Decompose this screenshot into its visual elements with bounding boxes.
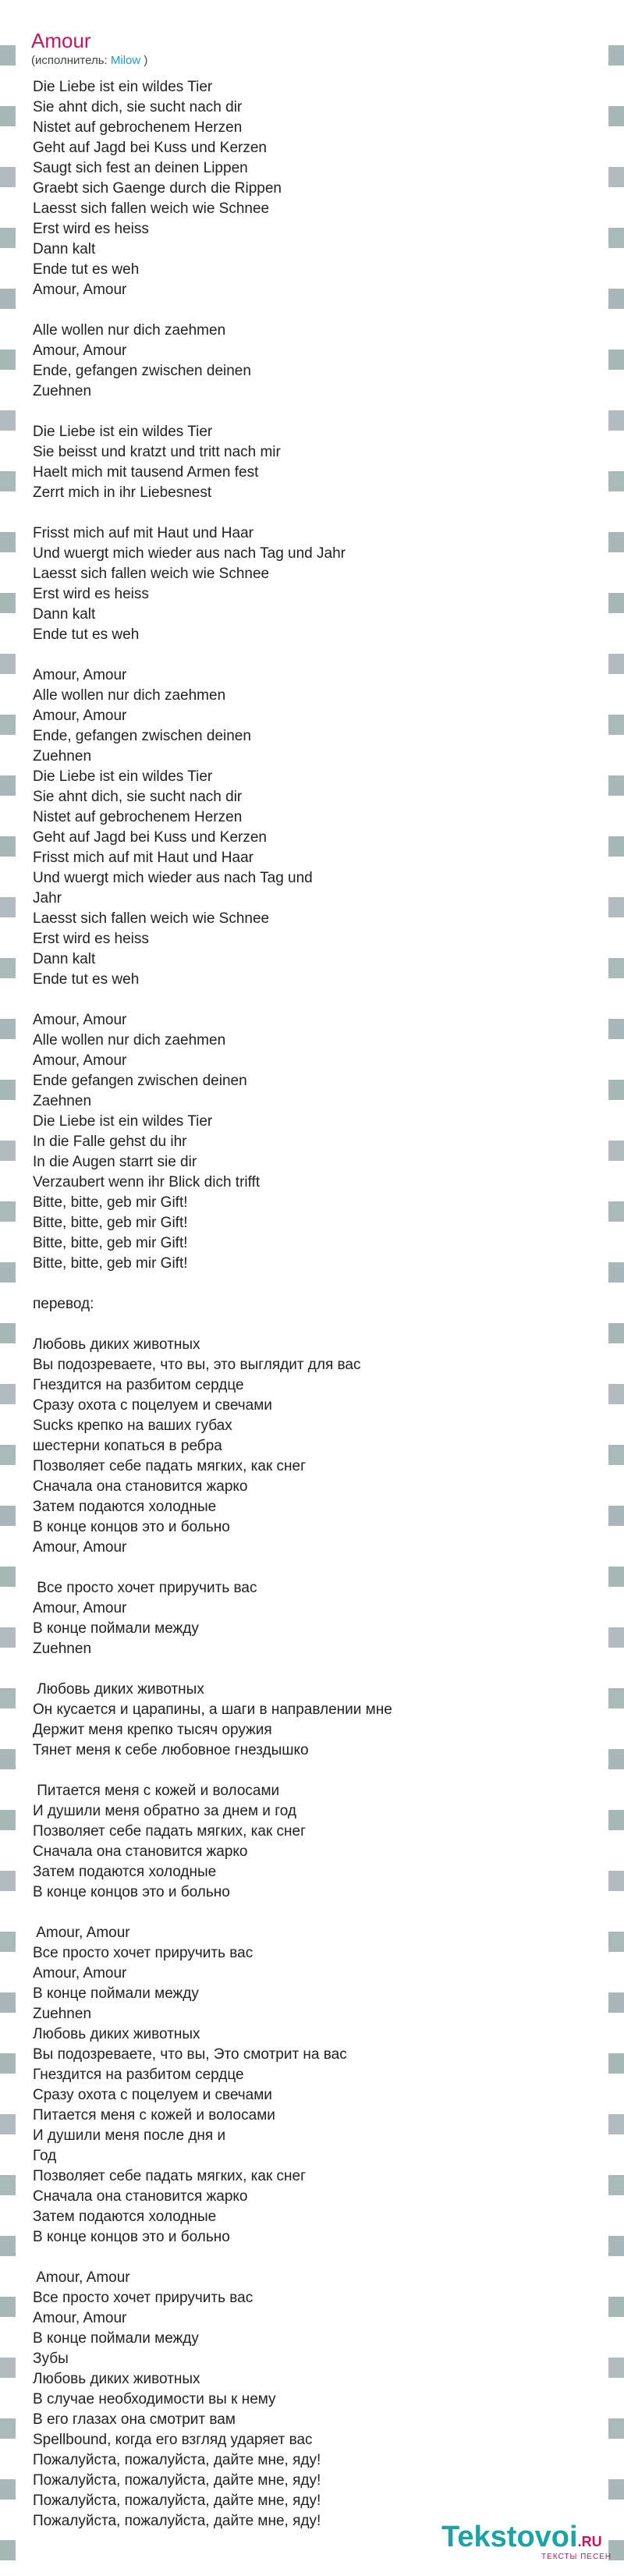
lyric-line: И душили меня после дня и xyxy=(33,2127,226,2144)
lyric-line: Все просто хочет приручить вас xyxy=(33,1945,254,1961)
lyric-line xyxy=(33,503,579,523)
lyric-line: Die Liebe ist ein wildes Tier xyxy=(33,768,213,785)
lyric-line: Ende gefangen zwischen deinen xyxy=(33,1073,247,1089)
lyric-line: В конце поймали между xyxy=(33,2330,199,2347)
lyric-line: Frisst mich auf mit Haut und Haar xyxy=(33,525,254,541)
lyric-line: Frisst mich auf mit Haut und Haar xyxy=(33,850,254,866)
lyric-line: Alle wollen nur dich zaehmen xyxy=(33,1032,226,1048)
lyric-line: Zuehnen xyxy=(33,1641,92,1657)
logo-name: Tekstovoi xyxy=(441,2521,578,2553)
lyric-line: Bitte, bitte, geb mir Gift! xyxy=(33,1255,188,1272)
lyric-line: Und wuergt mich wieder aus nach Tag und xyxy=(33,870,313,886)
lyric-line xyxy=(33,300,579,321)
lyric-line: Bitte, bitte, geb mir Gift! xyxy=(33,1194,188,1211)
lyric-line: Erst wird es heiss xyxy=(33,221,149,237)
lyric-line: Dann kalt xyxy=(33,241,96,257)
lyric-line: Geht auf Jagd bei Kuss und Kerzen xyxy=(33,829,267,846)
lyric-line: Amour, Amour xyxy=(33,1012,127,1028)
lyric-line: Затем подаются холодные xyxy=(33,2209,217,2225)
lyric-line: Гнездится на разбитом сердце xyxy=(33,1377,244,1393)
lyric-line: В конце поймали между xyxy=(33,1985,199,2002)
lyric-line: Haelt mich mit tausend Armen fest xyxy=(33,464,259,481)
logo-tld: .RU xyxy=(577,2534,602,2549)
lyric-line: Sucks крепко на ваших губах xyxy=(33,1418,232,1434)
lyric-line: Любовь диких животных xyxy=(33,1681,204,1698)
lyric-line: Позволяет себе падать мягких, как снег xyxy=(33,2168,307,2184)
lyric-line: Dann kalt xyxy=(33,606,96,623)
lyric-line: В его глазах она смотрит вам xyxy=(33,2411,236,2428)
lyric-line: Amour, Amour xyxy=(33,2269,130,2286)
lyric-line: In die Augen starrt sie dir xyxy=(33,1154,197,1170)
lyric-line: Verzaubert wenn ihr Blick dich trifft xyxy=(33,1174,261,1190)
song-title: Amour xyxy=(31,29,91,52)
lyric-line: Die Liebe ist ein wildes Tier xyxy=(33,424,213,440)
lyric-line: Laesst sich fallen weich wie Schnee xyxy=(33,910,270,927)
lyric-line: Saugt sich fest an deinen Lippen xyxy=(33,160,248,176)
lyric-line: Nistet auf gebrochenem Herzen xyxy=(33,119,243,136)
lyric-line: Dann kalt xyxy=(33,951,96,967)
lyric-line: Zuehnen xyxy=(33,2006,92,2022)
tekstovoi-logo[interactable] xyxy=(441,2520,613,2567)
lyric-line: Amour, Amour xyxy=(33,1925,130,1941)
lyric-line: Год xyxy=(33,2148,57,2164)
lyric-line: Ende tut es weh xyxy=(33,626,140,643)
lyric-line: Любовь диких животных xyxy=(33,1336,200,1353)
lyric-line: Вы подозреваете, что вы, Это смотрит на вас xyxy=(33,2046,347,2063)
lyric-line: In die Falle gehst du ihr xyxy=(33,1134,187,1150)
lyric-line xyxy=(33,990,579,1010)
lyric-line: Und wuergt mich wieder aus nach Tag und Jahr xyxy=(33,545,346,562)
lyric-line: Ende tut es weh xyxy=(33,971,140,988)
lyric-line: Позволяет себе падать мягких, как снег xyxy=(33,1458,307,1474)
lyric-line: Graebt sich Gaenge durch die Rippen xyxy=(33,180,282,197)
lyric-line xyxy=(33,2248,579,2268)
lyric-line: Alle wollen nur dich zaehmen xyxy=(33,687,226,704)
lyric-line: Сначала она становится жарко xyxy=(33,1478,248,1495)
lyric-line: Amour, Amour xyxy=(33,1539,127,1556)
lyric-line: Сразу охота с поцелуем и свечами xyxy=(33,1397,272,1414)
lyric-line: Сначала она становится жарко xyxy=(33,2188,248,2205)
lyrics-text xyxy=(33,77,579,2532)
lyric-line: Питается меня с кожей и волосами xyxy=(33,2107,275,2124)
lyric-line xyxy=(33,1558,579,1578)
lyric-line: Bitte, bitte, geb mir Gift! xyxy=(33,1235,188,1251)
lyric-line: Пожалуйста, пожалуйста, дайте мне, яду! xyxy=(33,2472,321,2489)
lyric-line: Пожалуйста, пожалуйста, дайте мне, яду! xyxy=(33,2452,321,2468)
lyric-line xyxy=(33,402,579,422)
lyric-line: Он кусается и царапины, а шаги в направлении мне xyxy=(33,1701,392,1718)
lyric-line: Amour, Amour xyxy=(33,1052,127,1069)
lyric-line xyxy=(33,1659,579,1680)
lyric-line: Amour, Amour xyxy=(33,708,127,724)
logo-tagline: ТЕКСТЫ ПЕСЕН xyxy=(541,2553,612,2561)
lyric-line: В конце концов это и больно xyxy=(33,2229,230,2245)
lyric-line: Ende, gefangen zwischen deinen xyxy=(33,363,251,379)
lyric-line: Тянет меня к себе любовное гнездышко xyxy=(33,1742,309,1758)
lyric-line: Позволяет себе падать мягких, как снег xyxy=(33,1823,307,1840)
lyric-line: В конце концов это и больно xyxy=(33,1884,230,1900)
lyric-line: Все просто хочет приручить вас xyxy=(33,2290,254,2306)
lyric-line xyxy=(33,1903,579,1923)
lyric-line: Amour, Amour xyxy=(33,1965,127,1982)
lyric-line: Любовь диких животных xyxy=(33,2371,200,2387)
lyric-line: Die Liebe ist ein wildes Tier xyxy=(33,1113,213,1130)
performer-line xyxy=(31,54,147,68)
lyric-line: Затем подаются холодные xyxy=(33,1864,217,1880)
lyric-line: Erst wird es heiss xyxy=(33,586,149,602)
lyric-line: Amour, Amour xyxy=(33,667,127,683)
lyric-line: Amour, Amour xyxy=(33,1600,127,1616)
lyric-line: В случае необходимости вы к нему xyxy=(33,2391,276,2407)
lyric-line: Ende, gefangen zwischen deinen xyxy=(33,728,251,744)
lyric-line xyxy=(33,1315,579,1335)
lyric-line: Пожалуйста, пожалуйста, дайте мне, яду! xyxy=(33,2493,321,2509)
lyric-line: Sie beisst und kratzt und tritt nach mir xyxy=(33,444,281,460)
lyric-line: В конце концов это и больно xyxy=(33,1519,230,1535)
lyric-line: Держит меня крепко тысяч оружия xyxy=(33,1722,272,1738)
lyric-line: Zuehnen xyxy=(33,748,92,765)
lyric-line: Zuehnen xyxy=(33,383,92,399)
lyric-line: Сразу охота с поцелуем и свечами xyxy=(33,2087,272,2103)
performer-suffix: ) xyxy=(144,54,148,67)
lyric-line: Die Liebe ist ein wildes Tier xyxy=(33,79,213,95)
lyric-line: Nistet auf gebrochenem Herzen xyxy=(33,809,243,825)
lyric-line: Zerrt mich in ihr Liebesnest xyxy=(33,484,212,501)
lyric-line: Гнездится на разбитом сердце xyxy=(33,2067,244,2083)
lyric-line: Sie ahnt dich, sie sucht nach dir xyxy=(33,99,243,115)
lyric-line: Laesst sich fallen weich wie Schnee xyxy=(33,200,270,217)
lyric-line: Laesst sich fallen weich wie Schnee xyxy=(33,566,270,582)
lyric-line: Amour, Amour xyxy=(33,282,127,298)
lyric-line: Пожалуйста, пожалуйста, дайте мне, яду! xyxy=(33,2513,321,2529)
lyric-line: Ende tut es weh xyxy=(33,261,140,278)
lyric-line: И душили меня обратно за днем и год xyxy=(33,1803,296,1819)
lyric-line: Вы подозреваете, что вы, это выглядит для вас xyxy=(33,1357,361,1373)
lyric-line: Питается меня с кожей и волосами xyxy=(33,1783,280,1799)
lyric-line: Amour, Amour xyxy=(33,342,127,359)
lyric-line xyxy=(33,1274,579,1294)
lyric-line: шестерни копаться в ребра xyxy=(33,1438,222,1454)
lyric-line: Zaehnen xyxy=(33,1093,92,1109)
lyric-line xyxy=(33,645,579,665)
lyric-line xyxy=(33,1761,579,1781)
lyric-line: Bitte, bitte, geb mir Gift! xyxy=(33,1215,188,1231)
lyric-line: Jahr xyxy=(33,890,62,907)
lyric-line: перевод: xyxy=(33,1296,94,1312)
lyric-line: Любовь диких животных xyxy=(33,2026,200,2042)
lyric-line: Затем подаются холодные xyxy=(33,1499,217,1515)
lyric-line: Sie ahnt dich, sie sucht nach dir xyxy=(33,789,243,805)
performer-link[interactable]: Milow xyxy=(110,54,141,67)
lyric-line: Все просто хочет приручить вас xyxy=(33,1580,257,1596)
lyric-line: Alle wollen nur dich zaehmen xyxy=(33,322,226,339)
lyric-line: Geht auf Jagd bei Kuss und Kerzen xyxy=(33,140,267,156)
lyric-line: Spellbound, когда его взгляд ударяет вас xyxy=(33,2432,313,2448)
lyric-line: Сначала она становится жарко xyxy=(33,1843,248,1860)
lyric-line: Зубы xyxy=(33,2351,69,2367)
lyric-line: Amour, Amour xyxy=(33,2310,127,2326)
lyrics-card xyxy=(16,0,608,2576)
lyric-line: В конце поймали между xyxy=(33,1620,199,1637)
lyric-line: Erst wird es heiss xyxy=(33,931,149,947)
performer-prefix: (исполнитель: xyxy=(31,54,108,67)
